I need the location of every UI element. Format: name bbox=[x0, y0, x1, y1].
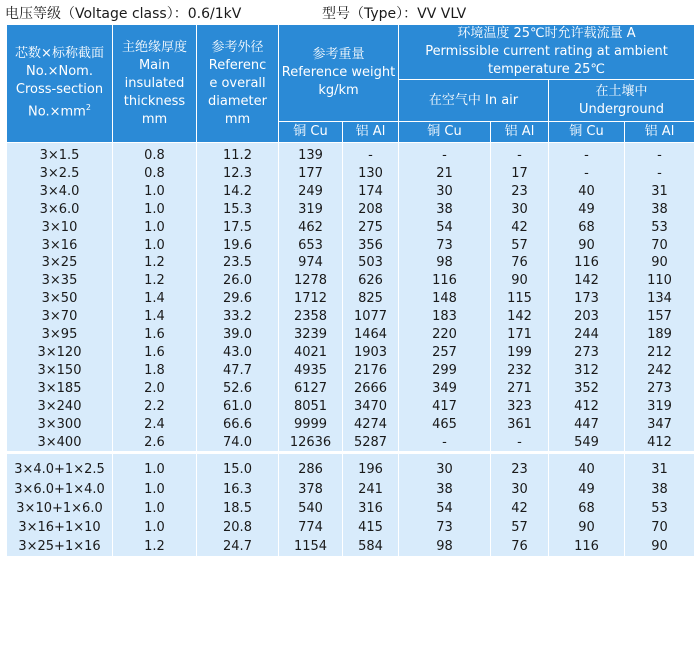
table-cell: 3×400 bbox=[7, 434, 113, 453]
table-cell: 90 bbox=[549, 237, 625, 255]
table-cell: 12636 bbox=[279, 434, 343, 453]
table-cell: 1278 bbox=[279, 272, 343, 290]
header-text: No.×Nom. bbox=[26, 64, 93, 80]
header-text: 芯数×标称截面 bbox=[15, 46, 104, 62]
separator-cell bbox=[549, 453, 625, 461]
table-cell: 349 bbox=[399, 380, 491, 398]
table-cell: 4021 bbox=[279, 344, 343, 362]
table-cell: 76 bbox=[491, 537, 549, 556]
table-cell: 31 bbox=[625, 183, 695, 201]
table-cell: 68 bbox=[549, 219, 625, 237]
table-cell: 57 bbox=[491, 237, 549, 255]
table-cell: 53 bbox=[625, 499, 695, 518]
table-cell: 319 bbox=[279, 201, 343, 219]
table-cell: 1903 bbox=[343, 344, 399, 362]
table-cell: 3×25+1×16 bbox=[7, 537, 113, 556]
header-weight-al: 铝 Al bbox=[343, 122, 399, 143]
table-row bbox=[7, 308, 695, 326]
table-row bbox=[7, 254, 695, 272]
table-cell: 1.0 bbox=[113, 460, 197, 479]
header-text: Cross-section bbox=[15, 82, 104, 98]
separator-cell bbox=[197, 453, 279, 461]
table-row bbox=[7, 165, 695, 183]
table-row bbox=[7, 499, 695, 518]
table-cell: 1.0 bbox=[113, 499, 197, 518]
table-row bbox=[7, 362, 695, 380]
table-cell: 29.6 bbox=[197, 290, 279, 308]
table-cell: 273 bbox=[549, 344, 625, 362]
header-text: 参考重量 bbox=[312, 47, 365, 62]
table-cell: 2.4 bbox=[113, 416, 197, 434]
table-cell: 4935 bbox=[279, 362, 343, 380]
table-cell: 1.0 bbox=[113, 201, 197, 219]
table-cell: 174 bbox=[343, 183, 399, 201]
table-cell: - bbox=[399, 434, 491, 453]
header-text: Referenc bbox=[208, 57, 267, 73]
table-row bbox=[7, 183, 695, 201]
table-cell: 9999 bbox=[279, 416, 343, 434]
table-cell: 312 bbox=[549, 362, 625, 380]
separator-cell bbox=[343, 453, 399, 461]
table-cell: 1.4 bbox=[113, 290, 197, 308]
table-cell: 30 bbox=[491, 480, 549, 499]
table-cell: 1.4 bbox=[113, 308, 197, 326]
table-cell: 3×150 bbox=[7, 362, 113, 380]
header-air-cu: 铜 Cu bbox=[399, 122, 491, 143]
table-cell: 1.6 bbox=[113, 326, 197, 344]
table-cell: 220 bbox=[399, 326, 491, 344]
header-outer-diameter bbox=[197, 25, 279, 143]
table-cell: 90 bbox=[491, 272, 549, 290]
table-cell: 3×35 bbox=[7, 272, 113, 290]
table-cell: 15.0 bbox=[197, 460, 279, 479]
table-cell: 116 bbox=[549, 254, 625, 272]
table-cell: 30 bbox=[491, 201, 549, 219]
table-cell: 199 bbox=[491, 344, 549, 362]
table-cell: 116 bbox=[549, 537, 625, 556]
separator-cell bbox=[399, 453, 491, 461]
table-cell: 49 bbox=[549, 480, 625, 499]
cable-type-label: 型号（Type）：VV VLV bbox=[322, 6, 467, 22]
table-cell: 584 bbox=[343, 537, 399, 556]
table-cell: 1464 bbox=[343, 326, 399, 344]
table-cell: 73 bbox=[399, 518, 491, 537]
header-text: insulated bbox=[124, 75, 185, 91]
table-cell: 503 bbox=[343, 254, 399, 272]
table-body bbox=[7, 143, 695, 557]
header-text: 在空气中 In air bbox=[428, 92, 519, 108]
table-cell: 14.2 bbox=[197, 183, 279, 201]
table-cell: 43.0 bbox=[197, 344, 279, 362]
table-cell: 173 bbox=[549, 290, 625, 308]
table-cell: 61.0 bbox=[197, 398, 279, 416]
table-row bbox=[7, 434, 695, 453]
table-cell: 3×50 bbox=[7, 290, 113, 308]
section-separator bbox=[7, 453, 695, 461]
table-cell: 40 bbox=[549, 460, 625, 479]
table-cell: 30 bbox=[399, 460, 491, 479]
header-weight-cu: 铜 Cu bbox=[279, 122, 343, 143]
table-cell: 2176 bbox=[343, 362, 399, 380]
table-cell: 241 bbox=[343, 480, 399, 499]
table-cell: 447 bbox=[549, 416, 625, 434]
table-cell: 1.8 bbox=[113, 362, 197, 380]
table-cell: 49 bbox=[549, 201, 625, 219]
table-cell: 5287 bbox=[343, 434, 399, 453]
header-text: kg/km bbox=[318, 83, 359, 98]
header-reference-weight bbox=[279, 25, 399, 122]
table-row bbox=[7, 326, 695, 344]
table-cell: 148 bbox=[399, 290, 491, 308]
table-cell: 974 bbox=[279, 254, 343, 272]
table-cell: 116 bbox=[399, 272, 491, 290]
table-cell: - bbox=[549, 143, 625, 165]
table-cell: 42 bbox=[491, 499, 549, 518]
table-cell: 142 bbox=[491, 308, 549, 326]
header-current-rating bbox=[399, 25, 695, 80]
table-cell: 356 bbox=[343, 237, 399, 255]
table-cell: 30 bbox=[399, 183, 491, 201]
table-cell: 3470 bbox=[343, 398, 399, 416]
table-cell: 249 bbox=[279, 183, 343, 201]
table-cell: 76 bbox=[491, 254, 549, 272]
table-cell: 74.0 bbox=[197, 434, 279, 453]
table-cell: 31 bbox=[625, 460, 695, 479]
table-cell: 73 bbox=[399, 237, 491, 255]
table-cell: 3239 bbox=[279, 326, 343, 344]
table-cell: 286 bbox=[279, 460, 343, 479]
table-cell: 142 bbox=[549, 272, 625, 290]
table-cell: 33.2 bbox=[197, 308, 279, 326]
table-cell: 462 bbox=[279, 219, 343, 237]
header-ground-cu: 铜 Cu bbox=[549, 122, 625, 143]
separator-cell bbox=[625, 453, 695, 461]
table-cell: 3×4.0+1×2.5 bbox=[7, 460, 113, 479]
table-cell: 465 bbox=[399, 416, 491, 434]
table-cell: 38 bbox=[625, 480, 695, 499]
table-cell: 2358 bbox=[279, 308, 343, 326]
table-cell: 3×240 bbox=[7, 398, 113, 416]
header-text: temperature 25℃ bbox=[488, 62, 605, 77]
table-cell: 130 bbox=[343, 165, 399, 183]
header-ground-al: 铝 Al bbox=[625, 122, 695, 143]
header-text: mm bbox=[141, 111, 168, 127]
table-cell: 271 bbox=[491, 380, 549, 398]
table-cell: 3×16+1×10 bbox=[7, 518, 113, 537]
table-cell: 3×25 bbox=[7, 254, 113, 272]
table-cell: 208 bbox=[343, 201, 399, 219]
table-cell: 39.0 bbox=[197, 326, 279, 344]
cable-spec-table bbox=[6, 24, 695, 556]
table-cell: 825 bbox=[343, 290, 399, 308]
table-cell: 319 bbox=[625, 398, 695, 416]
table-row bbox=[7, 518, 695, 537]
table-cell: 3×300 bbox=[7, 416, 113, 434]
separator-cell bbox=[113, 453, 197, 461]
table-cell: 1712 bbox=[279, 290, 343, 308]
table-cell: 3×10+1×6.0 bbox=[7, 499, 113, 518]
header-cross-section bbox=[7, 25, 113, 143]
table-row bbox=[7, 460, 695, 479]
table-cell: 0.8 bbox=[113, 143, 197, 165]
table-row bbox=[7, 219, 695, 237]
header-text: 在土壤中 bbox=[595, 83, 648, 99]
table-cell: 90 bbox=[549, 518, 625, 537]
table-cell: 3×4.0 bbox=[7, 183, 113, 201]
header-text: Main bbox=[138, 57, 171, 73]
table-cell: 1077 bbox=[343, 308, 399, 326]
header-text: Underground bbox=[578, 101, 665, 117]
table-row bbox=[7, 201, 695, 219]
table-cell: 299 bbox=[399, 362, 491, 380]
table-cell: 53 bbox=[625, 219, 695, 237]
table-cell: 323 bbox=[491, 398, 549, 416]
table-cell: 90 bbox=[625, 537, 695, 556]
header-text-unit: No.×mm bbox=[28, 104, 86, 120]
table-cell: 3×6.0+1×4.0 bbox=[7, 480, 113, 499]
table-cell: 110 bbox=[625, 272, 695, 290]
table-cell: 139 bbox=[279, 143, 343, 165]
table-cell: 257 bbox=[399, 344, 491, 362]
header-text: mm bbox=[224, 111, 251, 127]
table-row bbox=[7, 480, 695, 499]
table-cell: - bbox=[491, 143, 549, 165]
table-cell: 3×70 bbox=[7, 308, 113, 326]
table-cell: 3×120 bbox=[7, 344, 113, 362]
header-underground bbox=[549, 80, 695, 122]
table-cell: 98 bbox=[399, 254, 491, 272]
table-cell: 171 bbox=[491, 326, 549, 344]
header-text: 主绝缘厚度 bbox=[121, 39, 187, 55]
table-cell: 626 bbox=[343, 272, 399, 290]
table-row bbox=[7, 344, 695, 362]
table-cell: 38 bbox=[625, 201, 695, 219]
table-cell: - bbox=[549, 165, 625, 183]
table-cell: 70 bbox=[625, 518, 695, 537]
table-cell: 1154 bbox=[279, 537, 343, 556]
table-cell: 11.2 bbox=[197, 143, 279, 165]
separator-cell bbox=[279, 453, 343, 461]
table-row bbox=[7, 272, 695, 290]
table-cell: 20.8 bbox=[197, 518, 279, 537]
separator-cell bbox=[7, 453, 113, 461]
table-cell: 2666 bbox=[343, 380, 399, 398]
table-cell: 1.6 bbox=[113, 344, 197, 362]
table-cell: 1.0 bbox=[113, 219, 197, 237]
table-cell: 3×185 bbox=[7, 380, 113, 398]
table-cell: 0.8 bbox=[113, 165, 197, 183]
table-cell: 23 bbox=[491, 460, 549, 479]
header-text: 参考外径 bbox=[211, 39, 264, 55]
table-cell: - bbox=[625, 165, 695, 183]
table-cell: 3×10 bbox=[7, 219, 113, 237]
table-cell: 157 bbox=[625, 308, 695, 326]
table-cell: 1.2 bbox=[113, 254, 197, 272]
header-text: 环境温度 25℃时允许载流量 A bbox=[457, 26, 636, 41]
table-cell: 417 bbox=[399, 398, 491, 416]
table-row bbox=[7, 237, 695, 255]
table-cell: 1.0 bbox=[113, 237, 197, 255]
table-cell: 244 bbox=[549, 326, 625, 344]
table-cell: 189 bbox=[625, 326, 695, 344]
separator-cell bbox=[491, 453, 549, 461]
table-cell: 3×2.5 bbox=[7, 165, 113, 183]
table-cell: 8051 bbox=[279, 398, 343, 416]
table-cell: 26.0 bbox=[197, 272, 279, 290]
table-cell: 19.6 bbox=[197, 237, 279, 255]
table-row bbox=[7, 290, 695, 308]
table-cell: 412 bbox=[549, 398, 625, 416]
table-cell: 15.3 bbox=[197, 201, 279, 219]
table-cell: 2.2 bbox=[113, 398, 197, 416]
table-cell: 23 bbox=[491, 183, 549, 201]
table-cell: 40 bbox=[549, 183, 625, 201]
table-cell: 774 bbox=[279, 518, 343, 537]
table-cell: 70 bbox=[625, 237, 695, 255]
header-text: Reference weight bbox=[281, 65, 396, 80]
table-cell: 42 bbox=[491, 219, 549, 237]
table-cell: 17 bbox=[491, 165, 549, 183]
header-text: Permissible current rating at ambient bbox=[425, 44, 668, 59]
table-cell: 203 bbox=[549, 308, 625, 326]
table-cell: 52.6 bbox=[197, 380, 279, 398]
table-cell: 415 bbox=[343, 518, 399, 537]
header-in-air bbox=[399, 80, 549, 122]
table-cell: 47.7 bbox=[197, 362, 279, 380]
table-cell: 212 bbox=[625, 344, 695, 362]
table-cell: 540 bbox=[279, 499, 343, 518]
table-cell: 2.0 bbox=[113, 380, 197, 398]
table-cell: 1.0 bbox=[113, 183, 197, 201]
table-cell: 90 bbox=[625, 254, 695, 272]
table-cell: 412 bbox=[625, 434, 695, 453]
table-cell: 177 bbox=[279, 165, 343, 183]
table-cell: 1.0 bbox=[113, 480, 197, 499]
table-cell: 352 bbox=[549, 380, 625, 398]
table-caption bbox=[0, 0, 700, 24]
table-cell: 21 bbox=[399, 165, 491, 183]
table-cell: 66.6 bbox=[197, 416, 279, 434]
table-cell: 3×95 bbox=[7, 326, 113, 344]
table-cell: 57 bbox=[491, 518, 549, 537]
table-row bbox=[7, 143, 695, 165]
table-cell: 16.3 bbox=[197, 480, 279, 499]
table-cell: 4274 bbox=[343, 416, 399, 434]
header-text: e overall bbox=[209, 75, 266, 91]
header-text: thickness bbox=[123, 93, 186, 109]
header-text: diameter bbox=[208, 93, 267, 109]
table-cell: - bbox=[343, 143, 399, 165]
table-row bbox=[7, 537, 695, 556]
table-cell: 38 bbox=[399, 201, 491, 219]
table-cell: 6127 bbox=[279, 380, 343, 398]
table-cell: 38 bbox=[399, 480, 491, 499]
table-cell: 54 bbox=[399, 499, 491, 518]
header-insulation-thickness bbox=[113, 25, 197, 143]
table-row bbox=[7, 416, 695, 434]
table-cell: 24.7 bbox=[197, 537, 279, 556]
table-cell: 549 bbox=[549, 434, 625, 453]
table-cell: 1.2 bbox=[113, 272, 197, 290]
table-cell: 3×16 bbox=[7, 237, 113, 255]
table-cell: - bbox=[625, 143, 695, 165]
table-cell: 68 bbox=[549, 499, 625, 518]
table-cell: 17.5 bbox=[197, 219, 279, 237]
table-cell: 12.3 bbox=[197, 165, 279, 183]
table-row bbox=[7, 380, 695, 398]
header-superscript: 2 bbox=[85, 103, 91, 113]
table-cell: 347 bbox=[625, 416, 695, 434]
table-cell: - bbox=[491, 434, 549, 453]
table-cell: 242 bbox=[625, 362, 695, 380]
table-cell: 183 bbox=[399, 308, 491, 326]
header-text bbox=[7, 99, 112, 121]
table-cell: 98 bbox=[399, 537, 491, 556]
table-cell: 3×1.5 bbox=[7, 143, 113, 165]
table-cell: 653 bbox=[279, 237, 343, 255]
table-cell: 232 bbox=[491, 362, 549, 380]
table-cell: 1.2 bbox=[113, 537, 197, 556]
table-cell: 378 bbox=[279, 480, 343, 499]
table-cell: 18.5 bbox=[197, 499, 279, 518]
table-cell: 23.5 bbox=[197, 254, 279, 272]
table-row bbox=[7, 398, 695, 416]
table-cell: 275 bbox=[343, 219, 399, 237]
table-cell: 54 bbox=[399, 219, 491, 237]
table-cell: - bbox=[399, 143, 491, 165]
table-cell: 2.6 bbox=[113, 434, 197, 453]
table-cell: 134 bbox=[625, 290, 695, 308]
voltage-class-label: 电压等级（Voltage class）：0.6/1kV bbox=[5, 6, 242, 22]
table-cell: 196 bbox=[343, 460, 399, 479]
table-cell: 115 bbox=[491, 290, 549, 308]
header-air-al: 铝 Al bbox=[491, 122, 549, 143]
table-cell: 361 bbox=[491, 416, 549, 434]
table-cell: 3×6.0 bbox=[7, 201, 113, 219]
table-cell: 316 bbox=[343, 499, 399, 518]
table-cell: 273 bbox=[625, 380, 695, 398]
table-cell: 1.0 bbox=[113, 518, 197, 537]
